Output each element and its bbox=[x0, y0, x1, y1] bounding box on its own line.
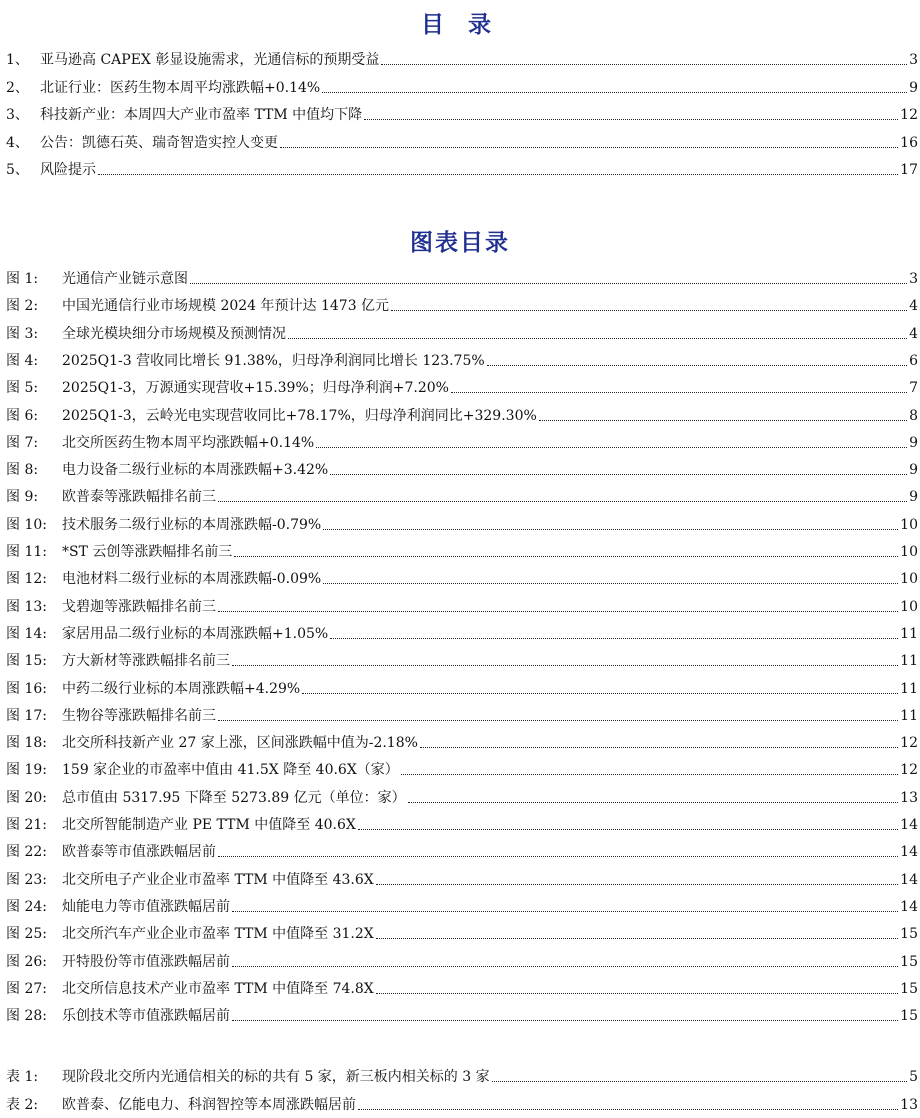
dot-leader bbox=[358, 829, 898, 830]
figure-entry-page: 15 bbox=[900, 926, 918, 943]
dot-leader bbox=[391, 310, 907, 311]
figure-entry-page: 6 bbox=[909, 352, 918, 369]
figure-entry-number: 图 8: bbox=[6, 462, 39, 479]
figure-entry-text: 北交所医药生物本周平均涨跌幅+0.14% bbox=[62, 434, 315, 451]
figure-entry-number: 图 28: bbox=[6, 1008, 47, 1025]
figure-entry-number: 图 10: bbox=[6, 516, 47, 533]
figure-entry[interactable] bbox=[6, 894, 918, 916]
figure-entry-text: 北交所科技新产业 27 家上涨，区间涨跌幅中值为-2.18% bbox=[62, 735, 418, 752]
figure-entry-number: 图 27: bbox=[6, 980, 47, 997]
figure-entry-text: 乐创技术等市值涨跌幅居前 bbox=[62, 1008, 230, 1025]
figure-entry-page: 15 bbox=[900, 1008, 918, 1025]
figure-entry-text: 电力设备二级行业标的本周涨跌幅+3.42% bbox=[62, 462, 329, 479]
dot-leader bbox=[232, 1020, 898, 1021]
figure-entry-number: 图 4: bbox=[6, 352, 39, 369]
dot-leader bbox=[98, 174, 898, 175]
figure-entry-number: 图 9: bbox=[6, 489, 39, 506]
figure-entry[interactable] bbox=[6, 594, 918, 616]
figure-entry-number: 图 26: bbox=[6, 953, 47, 970]
figure-entry-number: 图 22: bbox=[6, 844, 47, 861]
figure-entry[interactable] bbox=[6, 430, 918, 452]
figure-entry-page: 10 bbox=[900, 598, 918, 615]
figure-entry-page: 15 bbox=[900, 980, 918, 997]
toc-entry-page: 9 bbox=[909, 79, 918, 96]
toc-entry-page: 17 bbox=[900, 162, 918, 178]
figure-entry[interactable] bbox=[6, 703, 918, 725]
figure-entry-text: 电池材料二级行业标的本周涨跌幅-0.09% bbox=[62, 571, 322, 588]
figure-entry-text: 2025Q1-3，万源通实现营收+15.39%；归母净利润+7.20% bbox=[62, 380, 449, 397]
dot-leader bbox=[323, 583, 898, 584]
toc-entry[interactable] bbox=[6, 102, 918, 124]
figure-entry[interactable] bbox=[6, 403, 918, 425]
dot-leader bbox=[232, 665, 898, 666]
dot-leader bbox=[232, 911, 898, 912]
figure-list-title: 图表目录 bbox=[410, 230, 510, 256]
table-entry-text: 现阶段北交所内光通信相关的标的共有 5 家，新三板内相关标的 3 家 bbox=[62, 1069, 490, 1085]
figure-entry-text: 159 家企业的市盈率中值由 41.5X 降至 40.6X（家） bbox=[62, 762, 399, 779]
figure-entry-text: 技术服务二级行业标的本周涨跌幅-0.79% bbox=[62, 516, 322, 533]
figure-entry[interactable] bbox=[6, 757, 918, 779]
toc-entry-text: 科技新产业：本周四大产业市盈率 TTM 中值均下降 bbox=[40, 107, 363, 123]
figure-entry-number: 图 2: bbox=[6, 298, 39, 315]
figure-entry-text: 方大新材等涨跌幅排名前三 bbox=[62, 653, 230, 670]
figure-entry-number: 图 19: bbox=[6, 762, 47, 779]
dot-leader bbox=[316, 447, 907, 448]
dot-leader bbox=[322, 92, 907, 93]
figure-entry-number: 图 16: bbox=[6, 680, 47, 697]
figure-entry-number: 图 25: bbox=[6, 926, 47, 943]
figure-entry[interactable] bbox=[6, 921, 918, 943]
toc-title: 目 录 bbox=[420, 12, 499, 38]
figure-entry[interactable] bbox=[6, 621, 918, 643]
figure-entry-text: 2025Q1-3，云岭光电实现营收同比+78.17%，归母净利润同比+329.30% bbox=[62, 407, 537, 424]
figure-entry-text: 戈碧迦等涨跌幅排名前三 bbox=[62, 598, 216, 615]
figure-entry-page: 11 bbox=[900, 707, 918, 724]
figure-entry[interactable] bbox=[6, 457, 918, 479]
figure-entry-page: 14 bbox=[900, 844, 918, 861]
figure-entry-text: 总市值由 5317.95 下降至 5273.89 亿元（单位：家） bbox=[62, 789, 406, 806]
figure-entry-page: 4 bbox=[909, 325, 918, 342]
figure-entry-number: 图 21: bbox=[6, 817, 47, 833]
figure-entry-number: 图 6: bbox=[6, 407, 39, 424]
dot-leader bbox=[218, 720, 898, 721]
figure-entry[interactable] bbox=[6, 566, 918, 588]
toc-entry-page: 3 bbox=[909, 52, 918, 68]
table-entry[interactable] bbox=[6, 1064, 918, 1086]
figure-entry-text: 灿能电力等市值涨跌幅居前 bbox=[62, 898, 230, 915]
figure-entry-number: 图 14: bbox=[6, 625, 47, 642]
dot-leader bbox=[358, 1109, 898, 1110]
figure-entry[interactable] bbox=[6, 839, 918, 861]
figure-entry[interactable] bbox=[6, 648, 918, 670]
dot-leader bbox=[364, 119, 898, 120]
table-entry-text: 欧普泰、亿能电力、科润智控等本周涨跌幅居前 bbox=[62, 1097, 356, 1113]
dot-leader bbox=[330, 638, 898, 639]
toc-entry-page: 12 bbox=[900, 107, 918, 123]
figure-entry-text: 欧普泰等涨跌幅排名前三 bbox=[62, 489, 216, 506]
figure-entry-page: 14 bbox=[900, 817, 918, 833]
figure-entry-text: *ST 云创等涨跌幅排名前三 bbox=[62, 544, 233, 560]
figure-entry-page: 14 bbox=[900, 898, 918, 915]
dot-leader bbox=[190, 283, 907, 284]
dot-leader bbox=[539, 420, 907, 421]
dot-leader bbox=[330, 474, 907, 475]
dot-leader bbox=[323, 529, 898, 530]
figure-entry-number: 图 7: bbox=[6, 434, 39, 451]
figure-entry[interactable] bbox=[6, 293, 918, 315]
figure-entry[interactable] bbox=[6, 1003, 918, 1025]
figure-entry-page: 11 bbox=[900, 625, 918, 642]
figure-entry-text: 全球光模块细分市场规模及预测情况 bbox=[62, 325, 286, 342]
dot-leader bbox=[232, 966, 898, 967]
dot-leader bbox=[218, 856, 898, 857]
toc-entry-number: 3、 bbox=[6, 107, 29, 123]
figure-entry-number: 图 15: bbox=[6, 653, 47, 670]
toc-entry-text: 亚马逊高 CAPEX 彰显设施需求，光通信标的预期受益 bbox=[40, 52, 380, 68]
figure-entry[interactable] bbox=[6, 976, 918, 998]
figure-entry-text: 光通信产业链示意图 bbox=[62, 271, 188, 287]
figure-entry[interactable] bbox=[6, 484, 918, 506]
figure-entry-text: 欧普泰等市值涨跌幅居前 bbox=[62, 844, 216, 861]
toc-entry-number: 1、 bbox=[6, 52, 29, 68]
figure-entry-number: 图 11: bbox=[6, 544, 47, 560]
dot-leader bbox=[376, 884, 898, 885]
figure-entry-text: 北交所智能制造产业 PE TTM 中值降至 40.6X bbox=[62, 817, 356, 833]
figure-entry-page: 10 bbox=[900, 516, 918, 533]
figure-entry[interactable] bbox=[6, 539, 918, 561]
toc-entry[interactable] bbox=[6, 157, 918, 179]
figure-entry-text: 北交所汽车产业企业市盈率 TTM 中值降至 31.2X bbox=[62, 926, 374, 943]
figure-entry-number: 图 24: bbox=[6, 898, 47, 915]
figure-entry-number: 图 18: bbox=[6, 735, 47, 752]
figure-entry[interactable] bbox=[6, 375, 918, 397]
figure-entry-page: 7 bbox=[909, 380, 918, 397]
dot-leader bbox=[420, 747, 898, 748]
dot-leader bbox=[492, 1081, 907, 1082]
table-entry-number: 表 2: bbox=[6, 1097, 39, 1113]
figure-entry-number: 图 13: bbox=[6, 598, 47, 615]
table-entry-page: 5 bbox=[909, 1069, 918, 1085]
dot-leader bbox=[218, 501, 907, 502]
figure-entry-text: 中药二级行业标的本周涨跌幅+4.29% bbox=[62, 680, 301, 697]
figure-entry-page: 9 bbox=[909, 462, 918, 479]
figure-entry-text: 北交所信息技术产业市盈率 TTM 中值降至 74.8X bbox=[62, 980, 374, 997]
figure-entry-text: 中国光通信行业市场规模 2024 年预计达 1473 亿元 bbox=[62, 298, 390, 315]
figure-entry-text: 2025Q1-3 营收同比增长 91.38%，归母净利润同比增长 123.75% bbox=[62, 352, 485, 369]
figure-entry-page: 10 bbox=[900, 571, 918, 588]
toc-entry-text: 风险提示 bbox=[40, 162, 96, 178]
figure-entry-text: 北交所电子产业企业市盈率 TTM 中值降至 43.6X bbox=[62, 871, 374, 888]
figure-entry-page: 11 bbox=[900, 680, 918, 697]
figure-entry-page: 12 bbox=[900, 762, 918, 779]
figure-entry-text: 生物谷等涨跌幅排名前三 bbox=[62, 707, 216, 724]
figure-entry-number: 图 5: bbox=[6, 380, 39, 397]
toc-entry[interactable] bbox=[6, 130, 918, 152]
figure-entry-page: 11 bbox=[900, 653, 918, 670]
figure-entry-number: 图 3: bbox=[6, 325, 39, 342]
dot-leader bbox=[451, 392, 907, 393]
figure-entry-page: 9 bbox=[909, 489, 918, 506]
figure-entry[interactable] bbox=[6, 730, 918, 752]
figure-entry-page: 8 bbox=[909, 407, 918, 424]
toc-entry-number: 2、 bbox=[6, 79, 29, 96]
dot-leader bbox=[376, 993, 898, 994]
figure-entry-page: 12 bbox=[900, 735, 918, 752]
table-entry-number: 表 1: bbox=[6, 1069, 39, 1085]
dot-leader bbox=[288, 338, 907, 339]
toc-entry-number: 4、 bbox=[6, 134, 29, 151]
toc-entry-text: 北证行业：医药生物本周平均涨跌幅+0.14% bbox=[40, 79, 321, 96]
figure-entry[interactable] bbox=[6, 949, 918, 971]
dot-leader bbox=[401, 774, 898, 775]
toc-entry-text: 公告：凯德石英、瑞奇智造实控人变更 bbox=[40, 134, 278, 151]
figure-entry[interactable] bbox=[6, 512, 918, 534]
figure-entry[interactable] bbox=[6, 266, 918, 288]
figure-entry-page: 3 bbox=[909, 271, 918, 287]
figure-entry[interactable] bbox=[6, 676, 918, 698]
figure-entry-page: 9 bbox=[909, 434, 918, 451]
figure-entry-page: 14 bbox=[900, 871, 918, 888]
table-entry[interactable] bbox=[6, 1092, 918, 1114]
dot-leader bbox=[280, 147, 898, 148]
dot-leader bbox=[381, 64, 907, 65]
dot-leader bbox=[302, 693, 898, 694]
dot-leader bbox=[234, 556, 898, 557]
figure-entry-number: 图 23: bbox=[6, 871, 47, 888]
figure-entry-number: 图 1: bbox=[6, 271, 39, 287]
figure-entry[interactable] bbox=[6, 321, 918, 343]
figure-entry-number: 图 17: bbox=[6, 707, 47, 724]
dot-leader bbox=[487, 365, 907, 366]
figure-entry-number: 图 12: bbox=[6, 571, 47, 588]
figure-entry[interactable] bbox=[6, 812, 918, 834]
figure-entry-page: 10 bbox=[900, 544, 918, 560]
figure-entry-text: 家居用品二级行业标的本周涨跌幅+1.05% bbox=[62, 625, 329, 642]
figure-entry-page: 13 bbox=[900, 789, 918, 806]
figure-entry[interactable] bbox=[6, 785, 918, 807]
figure-entry-text: 开特股份等市值涨跌幅居前 bbox=[62, 953, 230, 970]
figure-entry-page: 4 bbox=[909, 298, 918, 315]
toc-entry-number: 5、 bbox=[6, 162, 29, 178]
figure-entry[interactable] bbox=[6, 348, 918, 370]
table-entry-page: 13 bbox=[900, 1097, 918, 1113]
dot-leader bbox=[376, 938, 898, 939]
toc-entry[interactable] bbox=[6, 47, 918, 69]
toc-entry-page: 16 bbox=[900, 134, 918, 151]
figure-entry[interactable] bbox=[6, 867, 918, 889]
dot-leader bbox=[408, 802, 899, 803]
toc-entry[interactable] bbox=[6, 75, 918, 97]
figure-entry-number: 图 20: bbox=[6, 789, 47, 806]
dot-leader bbox=[218, 611, 898, 612]
figure-entry-page: 15 bbox=[900, 953, 918, 970]
